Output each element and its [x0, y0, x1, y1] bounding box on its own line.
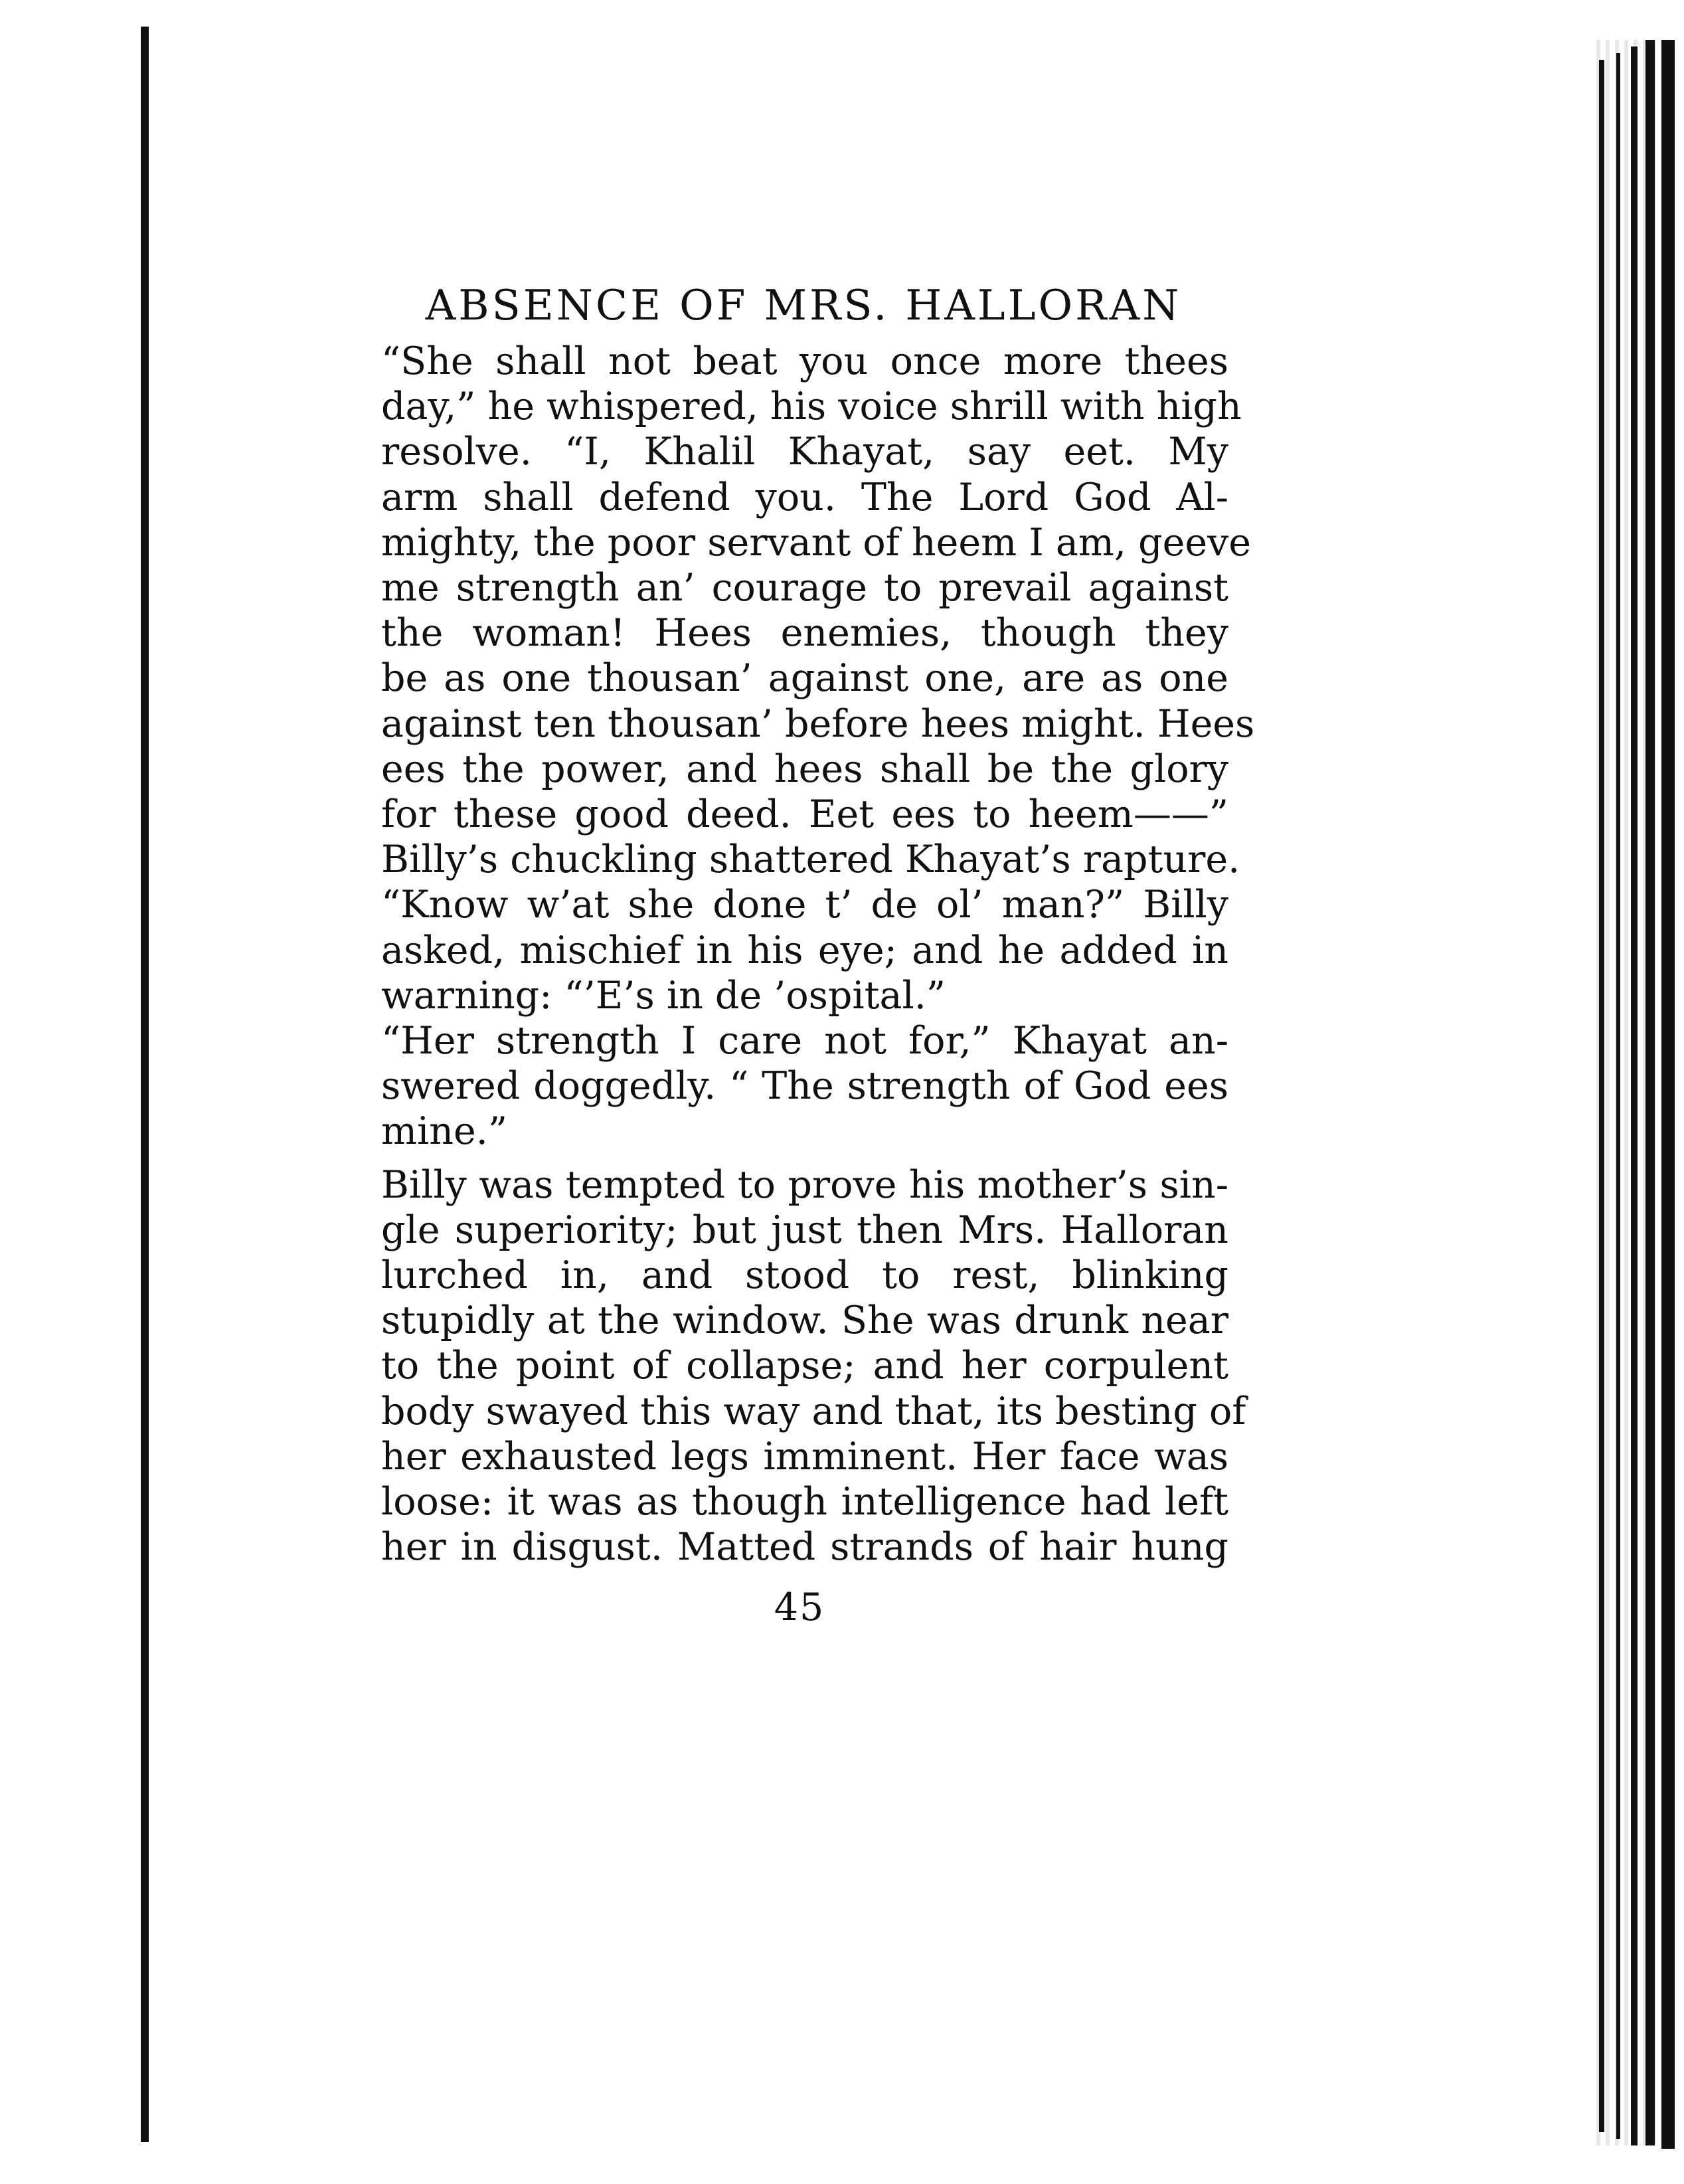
left-margin [0, 0, 141, 2184]
text-line: gle superiority; but just then Mrs. Halloran [381, 1208, 1228, 1252]
page-edge-strip [1631, 46, 1638, 2145]
text-line: to the point of collapse; and her corpulent [381, 1344, 1228, 1388]
text-line: be as one thousan’ against one, are as one [381, 656, 1228, 701]
text-line: lurched in, and stood to rest, blinking [381, 1253, 1228, 1298]
text-line: her in disgust. Matted strands of hair hung [381, 1525, 1228, 1570]
text-line: mighty, the poor servant of heem I am, geeve [381, 520, 1252, 565]
page-edge-strip [1645, 40, 1655, 2145]
fore-edge [1584, 0, 1684, 2184]
text-line: “Her strength I care not for,” Khayat an- [381, 1019, 1228, 1063]
text-line: loose: it was as though intelligence had left [381, 1480, 1228, 1524]
text-line: the woman! Hees enemies, though they [381, 611, 1228, 656]
text-line: asked, mischief in his eye; and he added in [381, 928, 1228, 972]
page-edge-strip [1616, 53, 1620, 2139]
text-line: resolve. “I, Khalil Khayat, say eet. My [381, 430, 1228, 474]
text-line: arm shall defend you. The Lord God Al- [381, 475, 1228, 519]
paragraph-gap [372, 1154, 1235, 1162]
text-line: “She shall not beat you once more thees [381, 339, 1228, 383]
text-line: against ten thousan’ before hees might. Hees [381, 701, 1255, 746]
text-line: her exhausted legs imminent. Her face was [381, 1434, 1228, 1479]
page-edge-strip [1599, 60, 1604, 2132]
page-number: 45 [774, 1586, 825, 1630]
text-line: ees the power, and hees shall be the glory [381, 747, 1228, 791]
text-line: mine.” [381, 1109, 507, 1154]
text-line: me strength an’ courage to prevail against [381, 566, 1228, 610]
running-head: ABSENCE OF MRS. HALLORAN [425, 281, 1182, 329]
text-line: Billy’s chuckling shattered Khayat’s rapture. [381, 838, 1240, 882]
text-line: swered doggedly. “ The strength of God ees [381, 1064, 1228, 1109]
text-line: “Know w’at she done t’ de ol’ man?” Billy [381, 883, 1228, 927]
text-line: day,” he whispered, his voice shrill with high [381, 385, 1242, 429]
text-line: Billy was tempted to prove his mother’s sin- [381, 1162, 1228, 1207]
text-line: body swayed this way and that, its besting of [381, 1389, 1246, 1433]
text-line: stupidly at the window. She was drunk near [381, 1299, 1228, 1343]
text-line: warning: “’E’s in de ’ospital.” [381, 973, 946, 1018]
text-line: for these good deed. Eet ees to heem——” [381, 792, 1228, 837]
book-gutter-edge [141, 27, 149, 2142]
page-edge-strip [1661, 40, 1675, 2149]
text-block [372, 279, 1255, 1630]
